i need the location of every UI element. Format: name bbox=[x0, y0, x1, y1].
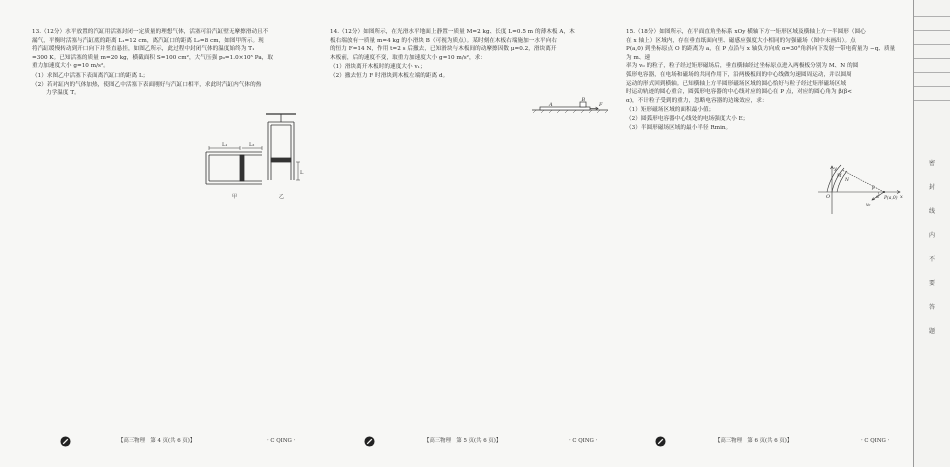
q15-line: P(a,0) 到坐标原点 O 的距离为 a，在 P 点沿与 x 轴负方向成 α=30°角斜向下发射一带电荷量为 −q、质量为 m、速 bbox=[626, 46, 896, 61]
seal-char: 封 bbox=[928, 184, 935, 191]
footer-page-5 bbox=[364, 434, 614, 448]
q15-field-diagram bbox=[808, 162, 906, 218]
strip-divider bbox=[914, 86, 950, 87]
q14-line: 14.（12分）如图所示，在光滑水平地面上静置一质量 M=2 kg、长度 L=0.5 m 的薄木板 A，木 bbox=[330, 29, 575, 35]
seal-char: 内 bbox=[928, 232, 935, 239]
axis-label-x: x bbox=[900, 194, 903, 200]
q14-sub1: （1）滑块离开木板时的速度大小 v₁； bbox=[330, 64, 426, 71]
publisher-logo-icon bbox=[655, 436, 666, 447]
angle-label-beta: β bbox=[872, 186, 875, 191]
figure-label-jia: 甲 bbox=[232, 194, 238, 200]
strip-divider bbox=[914, 16, 950, 17]
page-number: 【高三物理 第 6 页(共 6 页)】 bbox=[715, 438, 793, 444]
q15-line: 在 x 轴上）区域内，存在垂直纸面向里、磁感应强度大小相同的匀强磁场（图中未画出）。点 bbox=[626, 37, 856, 44]
q15-line: 弧形电容器，在电场和磁场的共同作用下，沿两极板间的中心线做匀速圆周运动，并以圆周 bbox=[626, 71, 852, 78]
seal-line-strip bbox=[913, 0, 950, 467]
plate-label-M: M bbox=[837, 174, 842, 179]
q13-cylinder-diagram bbox=[200, 112, 310, 220]
point-label-P: P(a,0) bbox=[884, 196, 898, 201]
strip-divider bbox=[914, 100, 950, 101]
label-L1: L₁ bbox=[222, 142, 228, 148]
q13-line: 13.（12分）水平放置的汽缸用活塞封闭一定质量的理想气体，活塞可沿汽缸壁无摩擦滑动且不 bbox=[32, 29, 269, 35]
q15-line: 运动的形式回到横轴。已知横轴上方半圆形磁场区域的圆心恰好与粒子经过矩形磁场区域 bbox=[626, 80, 847, 87]
q13-line: 将汽缸缓慢转动到开口向下并竖直悬挂，如图乙所示，此过程中封闭气体的温度始终为 T₁ bbox=[32, 46, 255, 53]
brand-mark: · C QING · bbox=[267, 438, 296, 444]
brand-mark: · C QING · bbox=[569, 438, 598, 444]
question-14 bbox=[330, 28, 602, 81]
q15-line: 时运动轨迹的圆心重合，圆弧形电容器的中心线对应的圆心在 P 点，对应的圆心角为 β(β< bbox=[626, 89, 853, 96]
label-L2: L₂ bbox=[249, 142, 255, 148]
label-L: L bbox=[300, 170, 304, 176]
seal-char: 答 bbox=[928, 304, 935, 311]
strip-divider bbox=[914, 58, 950, 59]
axis-label-y: y bbox=[834, 166, 837, 172]
q13-sub2: （2）若对缸内的气体加热，使图乙中活塞下表面刚好与汽缸口相平，求此时汽缸内气体的热 bbox=[32, 81, 262, 88]
q13-sub1: （1）求图乙中活塞下表面离汽缸口的距离 L； bbox=[32, 72, 149, 79]
q14-sub2: （2）撤去恒力 F 时滑块到木板左端的距离 d。 bbox=[330, 72, 449, 79]
strip-divider bbox=[914, 44, 950, 45]
q15-sub1: （1）矩形磁场区域的面积最小值； bbox=[626, 107, 715, 114]
figure-label-yi: 乙 bbox=[279, 194, 285, 200]
seal-char: 不 bbox=[928, 256, 935, 263]
plate-label-N: N bbox=[845, 178, 849, 183]
publisher-logo-icon bbox=[364, 436, 375, 447]
q14-line: 板右端放有一质量 m=4 kg 的小滑块 B（可视为质点）。某时刻在木板右端施加一水平向右 bbox=[330, 37, 557, 44]
seal-char: 题 bbox=[928, 328, 935, 335]
label-A: A bbox=[549, 102, 553, 108]
velocity-label-v0: v₀ bbox=[866, 203, 871, 208]
page-number: 【高三物理 第 5 页(共 6 页)】 bbox=[424, 438, 502, 444]
question-15 bbox=[626, 28, 898, 132]
q14-line: 木板前，后的速度不变，取重力加速度大小 g=10 m/s²，求： bbox=[330, 54, 486, 61]
q14-board-diagram bbox=[532, 96, 608, 116]
label-B: B bbox=[581, 97, 586, 103]
q15-line: 15.（18分）如图所示，在平面直角坐标系 xOy 横轴下方一矩形区域及横轴上方一半圆形（圆心 bbox=[626, 29, 866, 35]
q13-line: 漏气，平衡时活塞与汽缸底的距离 L₁=12 cm，离汽缸口的距离 L₂=8 cm，如图甲所示。现 bbox=[32, 37, 264, 44]
q15-line: 率为 v₀ 的粒子，粒子经过矩形磁场后，垂直横轴经过坐标原点进入两极板分别为 M、N 的圆 bbox=[626, 63, 859, 70]
q15-sub3: （3）半圆形磁场区域的最小半径 Rmin。 bbox=[626, 124, 732, 131]
q14-line: 的恒力 F=14 N，作用 t=2 s 后撤去，已知滑块与木板间的动摩擦因数 μ=0.2，滑块离开 bbox=[330, 46, 557, 53]
strip-divider bbox=[914, 72, 950, 73]
label-F: F bbox=[599, 102, 603, 108]
page-number: 【高三物理 第 4 页(共 6 页)】 bbox=[118, 438, 196, 444]
seal-char: 线 bbox=[928, 208, 935, 215]
q13-line: 重力加速度大小 g=10 m/s²。 bbox=[32, 63, 109, 70]
q13-line: =300 K。已知活塞的质量 m=20 kg，横截面积 S=100 cm²，大气压强 p₀=1.0×10⁵ Pa，取 bbox=[32, 54, 274, 61]
publisher-logo-icon bbox=[60, 436, 71, 447]
footer-page-6 bbox=[655, 434, 905, 448]
footer-page-4 bbox=[60, 434, 310, 448]
question-13 bbox=[32, 28, 302, 98]
strip-divider bbox=[914, 30, 950, 31]
seal-char: 密 bbox=[928, 160, 935, 167]
angle-label-alpha: α bbox=[876, 195, 880, 200]
origin-label: O bbox=[826, 194, 831, 200]
q15-line: α)，不计粒子受到的重力，忽略电容器的边缘效应，求： bbox=[626, 97, 768, 104]
q15-sub2: （2）圆弧形电容器中心线处的电场强度大小 E； bbox=[626, 115, 749, 122]
q13-sub2-cont: 力学温度 T。 bbox=[46, 90, 80, 97]
brand-mark: · C QING · bbox=[861, 438, 890, 444]
seal-char: 要 bbox=[928, 280, 935, 287]
